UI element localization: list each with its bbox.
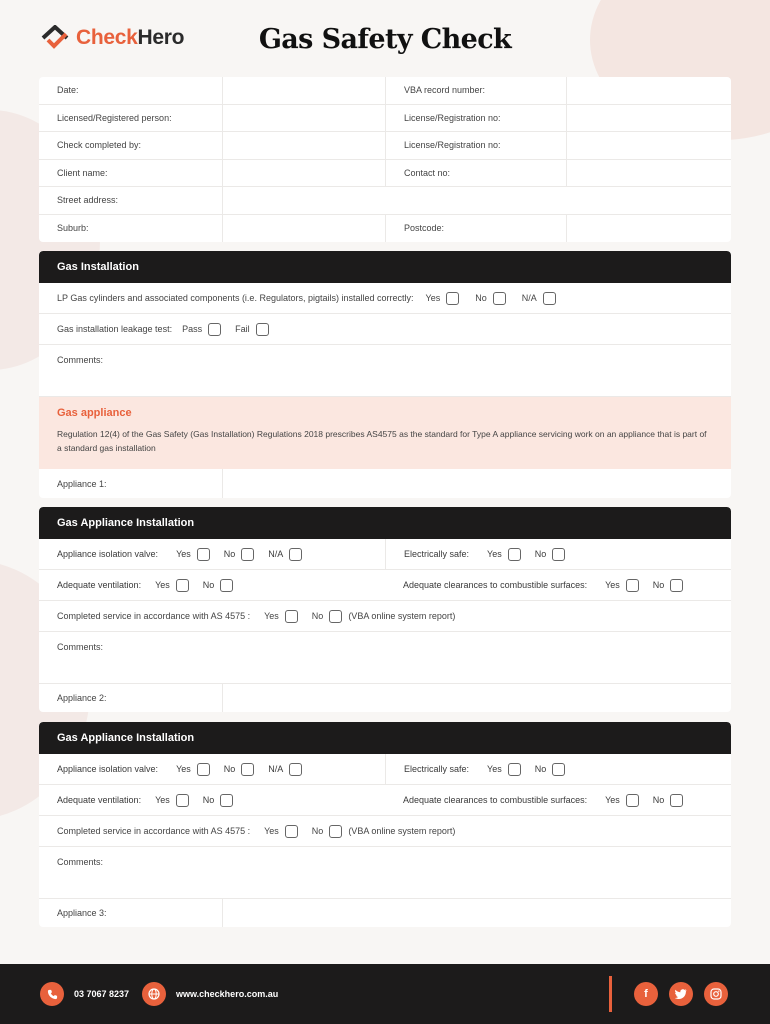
pass-option (182, 323, 221, 336)
isolation-yes-checkbox[interactable] (197, 548, 210, 561)
service-yes-checkbox[interactable] (285, 825, 298, 838)
date-field[interactable] (222, 77, 385, 104)
isolation-label: Appliance isolation valve: (57, 764, 159, 774)
lp-no-checkbox[interactable] (493, 292, 506, 305)
footer-phone[interactable] (40, 982, 129, 1006)
appliance-1-label: Appliance 1: (57, 478, 107, 489)
electrical-label: Electrically safe: (404, 764, 470, 774)
section-heading: Gas Installation (39, 251, 731, 283)
option-label: No (311, 826, 324, 836)
fail-checkbox[interactable] (256, 323, 269, 336)
ventilation-clearances-row (39, 785, 731, 816)
ventilation-label: Adequate ventilation: (57, 795, 142, 805)
check-completed-label: Check completed by: (57, 140, 142, 151)
appliance-installation-section-1 (39, 507, 731, 712)
suburb-field[interactable] (222, 215, 385, 243)
electrical-yes (487, 548, 521, 561)
electrical-no (535, 763, 566, 776)
service-no-checkbox[interactable] (329, 825, 342, 838)
appliance-3-label: Appliance 3: (57, 908, 107, 918)
client-name-label: Client name: (57, 167, 108, 178)
lp-yes-checkbox[interactable] (446, 292, 459, 305)
licensed-person-label: Licensed/Registered person: (57, 112, 172, 123)
postcode-field[interactable] (566, 215, 731, 243)
pass-checkbox[interactable] (208, 323, 221, 336)
option-label: Pass (182, 324, 203, 334)
street-address-label: Street address: (57, 195, 119, 206)
isolation-na (268, 763, 302, 776)
lp-yes-option (426, 292, 460, 305)
suburb-label: Suburb: (57, 223, 89, 234)
social-links (634, 982, 728, 1006)
electrical-no (535, 548, 566, 561)
isolation-yes (176, 548, 210, 561)
electrical-yes-checkbox[interactable] (508, 763, 521, 776)
isolation-electrical-row (39, 754, 731, 785)
electrical-no-checkbox[interactable] (552, 548, 565, 561)
option-label: No (202, 580, 215, 590)
clearances-no (653, 579, 684, 592)
vba-record-label: VBA record number: (385, 77, 566, 104)
isolation-na (268, 548, 302, 561)
electrical-yes (487, 763, 521, 776)
isolation-yes (176, 763, 210, 776)
licensed-person-field[interactable] (222, 105, 385, 132)
option-label: Yes (176, 549, 191, 559)
option-label: No (652, 580, 665, 590)
client-name-field[interactable] (222, 160, 385, 187)
info-row-date (39, 77, 731, 105)
twitter-icon[interactable] (669, 982, 693, 1006)
service-label: Completed service in accordance with AS 4575 : (57, 826, 251, 836)
isolation-na-checkbox[interactable] (289, 763, 302, 776)
service-no-checkbox[interactable] (329, 610, 342, 623)
clearances-label: Adequate clearances to combustible surfaces: (403, 580, 588, 590)
option-label: Yes (487, 764, 502, 774)
globe-icon (142, 982, 166, 1006)
service-label: Completed service in accordance with AS 4575 : (57, 611, 251, 621)
option-label: Yes (605, 795, 620, 805)
lp-na-checkbox[interactable] (543, 292, 556, 305)
service-yes (264, 610, 298, 623)
notice-text: Regulation 12(4) of the Gas Safety (Gas Installation) Regulations 2018 prescribes AS4575 as the standard for Type A appliance servicing work on an appliance that is part of a standard gas installation (57, 429, 707, 453)
appliance-3-row (39, 899, 731, 927)
instagram-icon[interactable] (704, 982, 728, 1006)
option-label: N/A (268, 764, 284, 774)
phone-number: 03 7067 8237 (74, 989, 130, 999)
service-yes-checkbox[interactable] (285, 610, 298, 623)
appliance-installation-section-2 (39, 722, 731, 927)
option-label: Yes (176, 764, 191, 774)
license-no-field-2[interactable] (566, 132, 731, 159)
option-label: No (534, 764, 547, 774)
contact-no-label: Contact no: (385, 160, 566, 187)
electrical-label: Electrically safe: (404, 549, 470, 559)
lp-gas-question: LP Gas cylinders and associated components (i.e. Regulators, pigtails) installed correctly: (57, 293, 414, 303)
leak-test-row (39, 314, 731, 345)
option-label: No (534, 549, 547, 559)
option-label: Yes (487, 549, 502, 559)
client-info-table (39, 77, 731, 242)
footer (0, 964, 770, 1024)
ventilation-yes-checkbox[interactable] (176, 579, 189, 592)
option-label: No (652, 795, 665, 805)
section-heading: Gas Appliance Installation (39, 722, 731, 754)
electrical-yes-checkbox[interactable] (508, 548, 521, 561)
ventilation-yes (155, 579, 189, 592)
option-label: Yes (264, 826, 279, 836)
isolation-yes-checkbox[interactable] (197, 763, 210, 776)
lp-gas-row (39, 283, 731, 314)
notice-title: Gas appliance (57, 407, 132, 419)
info-row-check-completed (39, 132, 731, 160)
license-no-field[interactable] (566, 105, 731, 132)
page-title: Gas Safety Check (258, 24, 512, 55)
clearances-label: Adequate clearances to combustible surfaces: (403, 795, 588, 805)
leak-test-label: Gas installation leakage test: (57, 324, 173, 334)
ventilation-no (203, 794, 234, 807)
vba-record-field[interactable] (566, 77, 731, 104)
footer-divider (609, 976, 612, 1012)
info-row-licensed (39, 105, 731, 133)
street-address-field[interactable] (222, 187, 731, 214)
license-no-label-2: License/Registration no: (385, 132, 566, 159)
option-label: No (311, 611, 324, 621)
comments-field[interactable] (39, 632, 731, 684)
ventilation-no-checkbox[interactable] (220, 579, 233, 592)
isolation-no (224, 763, 255, 776)
logo-text-hero: Hero (137, 26, 185, 49)
service-yes (264, 825, 298, 838)
option-label: No (475, 293, 487, 303)
ventilation-label: Adequate ventilation: (57, 580, 142, 590)
isolation-no (224, 548, 255, 561)
header (0, 0, 770, 78)
vba-note: (VBA online system report) (348, 611, 456, 621)
clearances-no (653, 794, 684, 807)
ventilation-yes-checkbox[interactable] (176, 794, 189, 807)
phone-icon (40, 982, 64, 1006)
appliance-2-field[interactable] (222, 684, 731, 712)
info-row-suburb (39, 215, 731, 243)
appliance-3-field[interactable] (222, 899, 731, 927)
option-label: Yes (605, 580, 620, 590)
comments-label: Comments: (57, 355, 104, 365)
isolation-no-checkbox[interactable] (241, 548, 254, 561)
isolation-electrical-row (39, 539, 731, 570)
option-label: No (202, 795, 215, 805)
lp-na-option (522, 292, 556, 305)
option-label: Yes (425, 293, 441, 303)
vba-note: (VBA online system report) (348, 826, 456, 836)
appliance-2-row (39, 684, 731, 712)
service-row (39, 816, 731, 847)
check-completed-field[interactable] (222, 132, 385, 159)
clearances-yes-checkbox[interactable] (626, 579, 639, 592)
clearances-yes (605, 794, 639, 807)
option-label: No (223, 764, 236, 774)
ventilation-no-checkbox[interactable] (220, 794, 233, 807)
appliance-1-row (39, 469, 731, 498)
info-row-street (39, 187, 731, 215)
info-row-client (39, 160, 731, 188)
logo-text-check: Check (76, 26, 138, 49)
lp-no-option (475, 292, 506, 305)
ventilation-yes (155, 794, 189, 807)
ventilation-clearances-row (39, 570, 731, 601)
option-label: Fail (235, 324, 250, 334)
option-label: Yes (155, 795, 170, 805)
facebook-icon[interactable]: f (634, 982, 658, 1006)
contact-no-field[interactable] (566, 160, 731, 187)
comments-label: Comments: (57, 642, 104, 652)
fail-option (235, 323, 269, 336)
comments-label: Comments: (57, 857, 104, 867)
postcode-label: Postcode: (385, 215, 566, 243)
appliance-2-label: Appliance 2: (57, 693, 107, 703)
isolation-label: Appliance isolation valve: (57, 549, 159, 559)
isolation-na-checkbox[interactable] (289, 548, 302, 561)
service-no (312, 825, 343, 838)
service-row (39, 601, 731, 632)
option-label: Yes (264, 611, 279, 621)
option-label: N/A (521, 293, 537, 303)
clearances-yes (605, 579, 639, 592)
date-label: Date: (57, 85, 79, 96)
section-heading: Gas Appliance Installation (39, 507, 731, 539)
footer-website[interactable] (142, 982, 278, 1006)
clearances-no-checkbox[interactable] (670, 794, 683, 807)
option-label: No (223, 549, 236, 559)
comments-field[interactable] (39, 345, 731, 397)
isolation-no-checkbox[interactable] (241, 763, 254, 776)
service-no (312, 610, 343, 623)
clearances-no-checkbox[interactable] (670, 579, 683, 592)
option-label: Yes (155, 580, 170, 590)
gas-installation-section (39, 251, 731, 498)
website-url: www.checkhero.com.au (176, 989, 279, 999)
license-no-label: License/Registration no: (385, 105, 566, 132)
ventilation-no (203, 579, 234, 592)
gas-appliance-notice (39, 397, 731, 469)
appliance-1-field[interactable] (222, 469, 731, 498)
option-label: N/A (268, 549, 284, 559)
electrical-no-checkbox[interactable] (552, 763, 565, 776)
clearances-yes-checkbox[interactable] (626, 794, 639, 807)
comments-field[interactable] (39, 847, 731, 899)
